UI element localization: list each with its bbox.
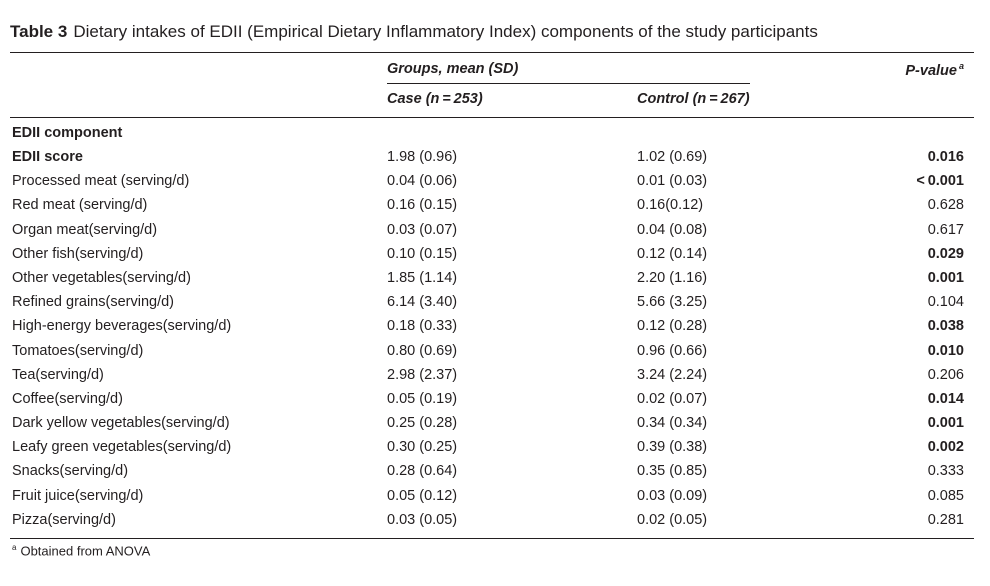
row-control-value: 1.02 (0.69) <box>637 149 708 165</box>
row-case-value: 0.04 (0.06) <box>387 173 458 190</box>
row-pvalue: 0.281 <box>927 511 964 528</box>
case-header: Case (n = 253) <box>387 91 483 107</box>
row-control-value: 0.39 (0.38) <box>637 439 708 456</box>
row-component: Leafy green vegetables(serving/d) <box>12 439 232 456</box>
row-case-value: 0.25 (0.28) <box>387 415 458 432</box>
bottom-rule <box>10 538 974 539</box>
pvalue-footnote-mark: a <box>958 61 964 71</box>
row-pvalue: 0.016 <box>927 149 964 165</box>
row-component: High-energy beverages(serving/d) <box>12 318 232 335</box>
row-pvalue: 0.206 <box>927 366 964 383</box>
row-control-value: 0.02 (0.05) <box>637 511 708 528</box>
row-control-value: 0.16(0.12) <box>637 197 704 214</box>
row-component: EDII score <box>12 149 83 165</box>
header-rule <box>10 117 974 118</box>
row-case-value: 0.05 (0.12) <box>387 487 458 504</box>
groups-underline <box>387 83 750 84</box>
row-pvalue: 0.001 <box>927 269 964 286</box>
table-body <box>0 147 990 534</box>
row-case-value: 0.03 (0.05) <box>387 511 458 528</box>
row-component: Other vegetables(serving/d) <box>12 269 191 286</box>
row-control-value: 3.24 (2.24) <box>637 366 708 383</box>
row-pvalue: < 0.001 <box>916 173 964 190</box>
table-footnote <box>12 543 150 558</box>
table-row <box>0 268 990 292</box>
row-pvalue: 0.010 <box>927 342 964 359</box>
row-control-value: 2.20 (1.16) <box>637 269 708 286</box>
pvalue-header <box>905 61 964 79</box>
table-label: Table 3 <box>10 22 68 41</box>
table-row <box>0 461 990 485</box>
row-pvalue: 0.001 <box>927 415 964 432</box>
table-row <box>0 389 990 413</box>
row-case-value: 0.10 (0.15) <box>387 245 458 262</box>
row-pvalue: 0.038 <box>927 318 964 335</box>
section-label: EDII component <box>12 125 123 141</box>
table-row <box>0 365 990 389</box>
pvalue-header-label: P-value <box>905 62 957 79</box>
row-component: Coffee(serving/d) <box>12 390 123 407</box>
table-row <box>0 437 990 461</box>
row-component: Snacks(serving/d) <box>12 463 129 480</box>
groups-header: Groups, mean (SD) <box>387 61 519 77</box>
row-case-value: 0.80 (0.69) <box>387 342 458 359</box>
row-pvalue: 0.333 <box>927 463 964 480</box>
row-control-value: 5.66 (3.25) <box>637 294 708 311</box>
row-case-value: 0.30 (0.25) <box>387 439 458 456</box>
row-case-value: 0.28 (0.64) <box>387 463 458 480</box>
row-control-value: 0.01 (0.03) <box>637 173 708 190</box>
row-case-value: 6.14 (3.40) <box>387 294 458 311</box>
row-control-value: 0.96 (0.66) <box>637 342 708 359</box>
row-component: Dark yellow vegetables(serving/d) <box>12 415 230 432</box>
row-case-value: 1.85 (1.14) <box>387 269 458 286</box>
row-component: Red meat (serving/d) <box>12 197 148 214</box>
table-row <box>0 292 990 316</box>
table-title: Dietary intakes of EDII (Empirical Dietary Inflammatory Index) components of the study participants <box>73 22 818 41</box>
row-pvalue: 0.014 <box>927 390 964 407</box>
table-row <box>0 220 990 244</box>
row-case-value: 0.03 (0.07) <box>387 221 458 238</box>
row-control-value: 0.12 (0.28) <box>637 318 708 335</box>
row-component: Processed meat (serving/d) <box>12 173 190 190</box>
row-component: Organ meat(serving/d) <box>12 221 158 238</box>
row-case-value: 0.16 (0.15) <box>387 197 458 214</box>
row-control-value: 0.03 (0.09) <box>637 487 708 504</box>
top-rule <box>10 52 974 53</box>
footnote-mark: a <box>12 543 17 552</box>
table-row <box>0 510 990 534</box>
row-pvalue: 0.085 <box>927 487 964 504</box>
row-case-value: 2.98 (2.37) <box>387 366 458 383</box>
table-row <box>0 486 990 510</box>
table-row <box>0 195 990 219</box>
row-component: Tomatoes(serving/d) <box>12 342 144 359</box>
row-control-value: 0.34 (0.34) <box>637 415 708 432</box>
table-row <box>0 341 990 365</box>
table-row <box>0 171 990 195</box>
row-control-value: 0.35 (0.85) <box>637 463 708 480</box>
row-control-value: 0.12 (0.14) <box>637 245 708 262</box>
row-component: Pizza(serving/d) <box>12 511 116 528</box>
table-row <box>0 147 990 171</box>
row-case-value: 0.18 (0.33) <box>387 318 458 335</box>
table-caption <box>10 22 818 42</box>
table-row <box>0 244 990 268</box>
footnote-text: Obtained from ANOVA <box>20 543 151 559</box>
row-case-value: 0.05 (0.19) <box>387 390 458 407</box>
table-row <box>0 413 990 437</box>
row-control-value: 0.02 (0.07) <box>637 390 708 407</box>
table-row <box>0 316 990 340</box>
row-component: Refined grains(serving/d) <box>12 294 174 311</box>
row-control-value: 0.04 (0.08) <box>637 221 708 238</box>
row-component: Other fish(serving/d) <box>12 245 144 262</box>
row-component: Fruit juice(serving/d) <box>12 487 144 504</box>
row-pvalue: 0.617 <box>927 221 964 238</box>
row-pvalue: 0.002 <box>927 439 964 456</box>
row-pvalue: 0.029 <box>927 245 964 262</box>
row-pvalue: 0.104 <box>927 294 964 311</box>
row-pvalue: 0.628 <box>927 197 964 214</box>
row-case-value: 1.98 (0.96) <box>387 149 458 165</box>
row-component: Tea(serving/d) <box>12 366 104 383</box>
control-header: Control (n = 267) <box>637 91 750 107</box>
